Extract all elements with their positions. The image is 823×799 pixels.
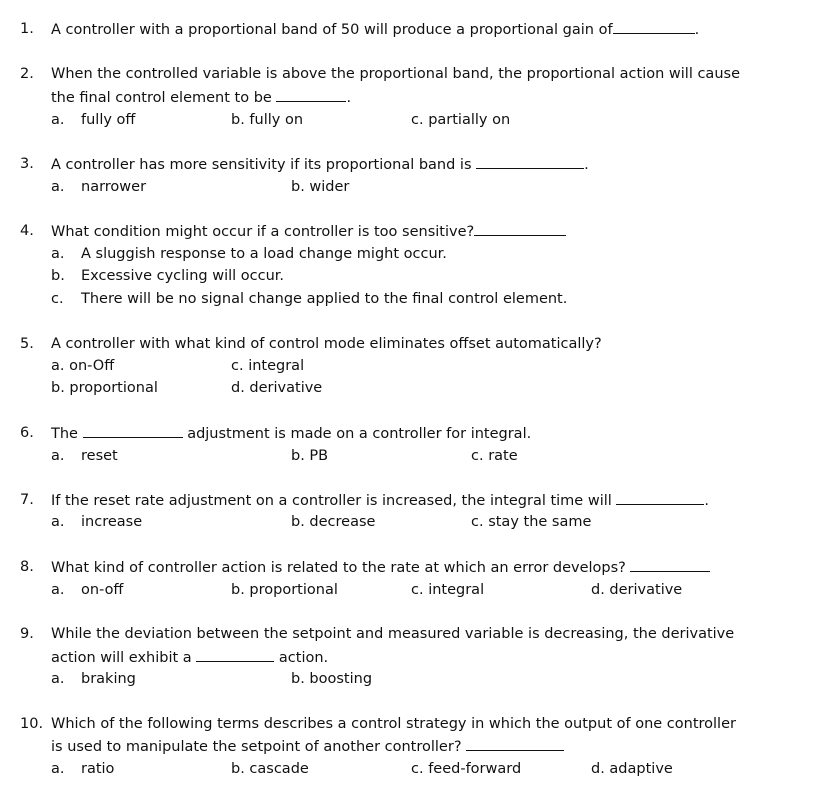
answer-blank-4[interactable] bbox=[474, 221, 566, 236]
question-4-option-a-letter: a. bbox=[51, 246, 65, 262]
answer-blank-6[interactable] bbox=[83, 423, 183, 438]
answer-blank-7[interactable] bbox=[616, 490, 704, 505]
question-5-option-c[interactable]: c. integral bbox=[231, 358, 305, 374]
question-6-end: adjustment is made on a controller for integral. bbox=[187, 426, 532, 442]
question-8-option-d[interactable]: d. derivative bbox=[591, 582, 683, 598]
question-2-option-b[interactable]: b. fully on bbox=[231, 112, 304, 128]
question-10-line2 bbox=[51, 736, 564, 757]
question-5-option-b[interactable]: b. proportional bbox=[51, 380, 158, 396]
question-2-line2 bbox=[51, 87, 351, 108]
question-6-option-b[interactable]: b. PB bbox=[291, 448, 329, 464]
question-3-option-a-letter: a. bbox=[51, 179, 65, 195]
answer-blank-8[interactable] bbox=[630, 557, 710, 572]
question-7-prompt: If the reset rate adjustment on a controller is increased, the integral time will bbox=[51, 493, 612, 509]
question-10-option-a-letter: a. bbox=[51, 761, 65, 777]
question-9-end: action. bbox=[278, 650, 329, 666]
question-4-text bbox=[51, 221, 566, 242]
question-1-number: 1. bbox=[20, 21, 34, 37]
question-7-text bbox=[51, 490, 709, 511]
question-8-number: 8. bbox=[20, 559, 34, 575]
question-9-line1: While the deviation between the setpoint and measured variable is decreasing, the derivative bbox=[51, 626, 735, 642]
answer-blank-10[interactable] bbox=[466, 736, 564, 751]
question-10-option-c[interactable]: c. feed-forward bbox=[411, 761, 522, 777]
question-6-option-a[interactable]: reset bbox=[81, 448, 118, 464]
question-2-option-a-letter: a. bbox=[51, 112, 65, 128]
question-4-option-c-letter: c. bbox=[51, 291, 64, 307]
question-7-option-b[interactable]: b. decrease bbox=[291, 514, 376, 530]
question-1-prompt: A controller with a proportional band of 50 will produce a proportional gain of bbox=[51, 22, 613, 38]
question-3-end: . bbox=[584, 157, 589, 173]
question-6-option-c[interactable]: c. rate bbox=[471, 448, 518, 464]
question-9-option-a-letter: a. bbox=[51, 671, 65, 687]
question-7-option-a-letter: a. bbox=[51, 514, 65, 530]
question-2-option-c[interactable]: c. partially on bbox=[411, 112, 511, 128]
question-6-prompt: The bbox=[51, 426, 78, 442]
question-3-text bbox=[51, 154, 589, 175]
question-4-option-b-letter: b. bbox=[51, 268, 65, 284]
question-10-option-b[interactable]: b. cascade bbox=[231, 761, 309, 777]
answer-blank-9[interactable] bbox=[196, 647, 274, 662]
question-10-line1: Which of the following terms describes a control strategy in which the output of one controller bbox=[51, 716, 736, 732]
question-3-option-b[interactable]: b. wider bbox=[291, 179, 350, 195]
question-10-option-a[interactable]: ratio bbox=[81, 761, 115, 777]
question-5-option-a[interactable]: a. on-Off bbox=[51, 358, 115, 374]
question-9-line2 bbox=[51, 647, 328, 668]
question-2-number: 2. bbox=[20, 66, 34, 82]
question-7-option-a[interactable]: increase bbox=[81, 514, 143, 530]
question-2-line1: When the controlled variable is above the proportional band, the proportional action will cause bbox=[51, 66, 740, 82]
question-9-prompt: action will exhibit a bbox=[51, 650, 192, 666]
question-7-number: 7. bbox=[20, 492, 34, 508]
question-8-prompt: What kind of controller action is related to the rate at which an error develops? bbox=[51, 560, 626, 576]
question-5-text: A controller with what kind of control mode eliminates offset automatically? bbox=[51, 336, 602, 352]
question-2-option-a[interactable]: fully off bbox=[81, 112, 136, 128]
question-10-prompt: is used to manipulate the setpoint of another controller? bbox=[51, 739, 462, 755]
answer-blank-2[interactable] bbox=[276, 87, 346, 102]
question-3-prompt: A controller has more sensitivity if its proportional band is bbox=[51, 157, 472, 173]
question-6-number: 6. bbox=[20, 425, 34, 441]
question-8-option-a-letter: a. bbox=[51, 582, 65, 598]
question-7-end: . bbox=[704, 493, 709, 509]
question-1-text bbox=[51, 19, 699, 40]
answer-blank-3[interactable] bbox=[476, 154, 584, 169]
question-4-number: 4. bbox=[20, 223, 34, 239]
question-6-text bbox=[51, 423, 531, 444]
question-4-option-b[interactable]: Excessive cycling will occur. bbox=[81, 268, 285, 284]
question-5-number: 5. bbox=[20, 336, 34, 352]
question-8-text bbox=[51, 557, 710, 578]
question-4-option-a[interactable]: A sluggish response to a load change might occur. bbox=[81, 246, 447, 262]
answer-blank-1[interactable] bbox=[613, 19, 695, 34]
question-9-number: 9. bbox=[20, 626, 34, 642]
question-8-option-c[interactable]: c. integral bbox=[411, 582, 485, 598]
question-3-option-a[interactable]: narrower bbox=[81, 179, 147, 195]
question-4-prompt: What condition might occur if a controller is too sensitive? bbox=[51, 224, 475, 240]
question-7-option-c[interactable]: c. stay the same bbox=[471, 514, 592, 530]
question-10-option-d[interactable]: d. adaptive bbox=[591, 761, 673, 777]
question-8-option-a[interactable]: on-off bbox=[81, 582, 124, 598]
question-9-option-a[interactable]: braking bbox=[81, 671, 136, 687]
question-9-option-b[interactable]: b. boosting bbox=[291, 671, 373, 687]
question-10-number: 10. bbox=[20, 716, 44, 732]
question-8-option-b[interactable]: b. proportional bbox=[231, 582, 338, 598]
question-2-end: . bbox=[346, 90, 352, 106]
question-4-option-c[interactable]: There will be no signal change applied to the final control element. bbox=[81, 291, 568, 307]
question-6-option-a-letter: a. bbox=[51, 448, 65, 464]
question-3-number: 3. bbox=[20, 156, 34, 172]
question-5-option-d[interactable]: d. derivative bbox=[231, 380, 323, 396]
question-2-prompt: the final control element to be bbox=[51, 90, 272, 106]
question-1-end: . bbox=[694, 22, 700, 38]
